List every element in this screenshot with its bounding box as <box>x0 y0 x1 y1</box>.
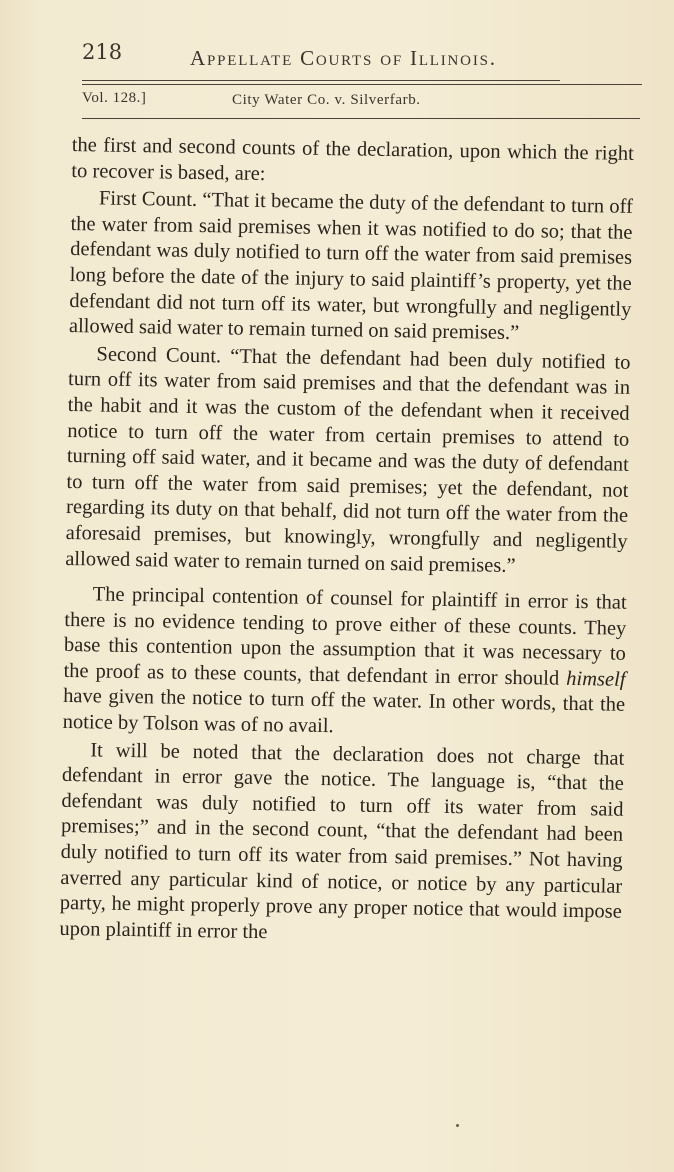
paper-speck <box>456 1124 459 1127</box>
paragraph-text: have given the notice to turn off the water. In other words, that the notice by Tolson was of no avail. <box>62 685 626 738</box>
italic-word: himself <box>566 667 626 691</box>
paragraph-declaration-note: It will be noted that the declaration does not charge that defendant in error gave the notice. The language is, “that the defendant was duly notified to turn off its water from said premises;” and in the second count, “that the defendant had been duly notified to turn off its water from said premises.” Not having averred any particular kind of notice, or notice by any particular party, he might properly prove any proper notice that would impose upon plaintiff in error the <box>59 739 625 943</box>
paragraph-second-count: Second Count. “That the defendant had been duly notified to turn off its water from said premises and that the defendant was in the habit and it was the custom of the defendant when it received notice to turn off the water from certain premises to attend to turning off said water, and it became and was the duty of defendant to turn off the water from said premises; yet the defendant, not regarding its duty on that behalf, did not turn off the water from the aforesaid premises, but knowingly, wrongfully and negligently allowed said water to remain turned on said premises.” <box>65 343 631 577</box>
paragraph-principal-contention <box>63 582 627 744</box>
case-header <box>82 90 642 116</box>
header-rule-lower <box>82 118 640 119</box>
page-header <box>82 40 552 76</box>
header-rule-double <box>82 84 642 85</box>
header-rule-upper <box>82 80 560 81</box>
paragraph-intro: the first and second counts of the declaration, upon which the right to recover is based, are: <box>71 133 634 185</box>
page-number: 218 <box>82 40 123 64</box>
running-title: Appellate Courts of Illinois. <box>190 46 497 70</box>
case-name: City Water Co. v. Silverfarb. <box>232 92 421 108</box>
volume-label: Vol. 128.] <box>82 90 147 106</box>
paragraph-text: The principal contention of counsel for plaintiff in error is that there is no evidence tending to prove either of these counts. They base this contention upon the assumption that it was necessary to the proof as to these counts, that defendant in error should <box>63 583 627 690</box>
paragraph-first-count: First Count. “That it became the duty of the defendant to turn off the water from said premises when it was notified to do so; that the defendant was duly notified to turn off the water from said premises long before the date of the injury to said plaintiff’s property, yet the defendant did not turn off its water, but wrongfully and negligently allowed said water to remain turned on said premises.” <box>68 187 634 345</box>
opinion-text <box>59 133 634 961</box>
